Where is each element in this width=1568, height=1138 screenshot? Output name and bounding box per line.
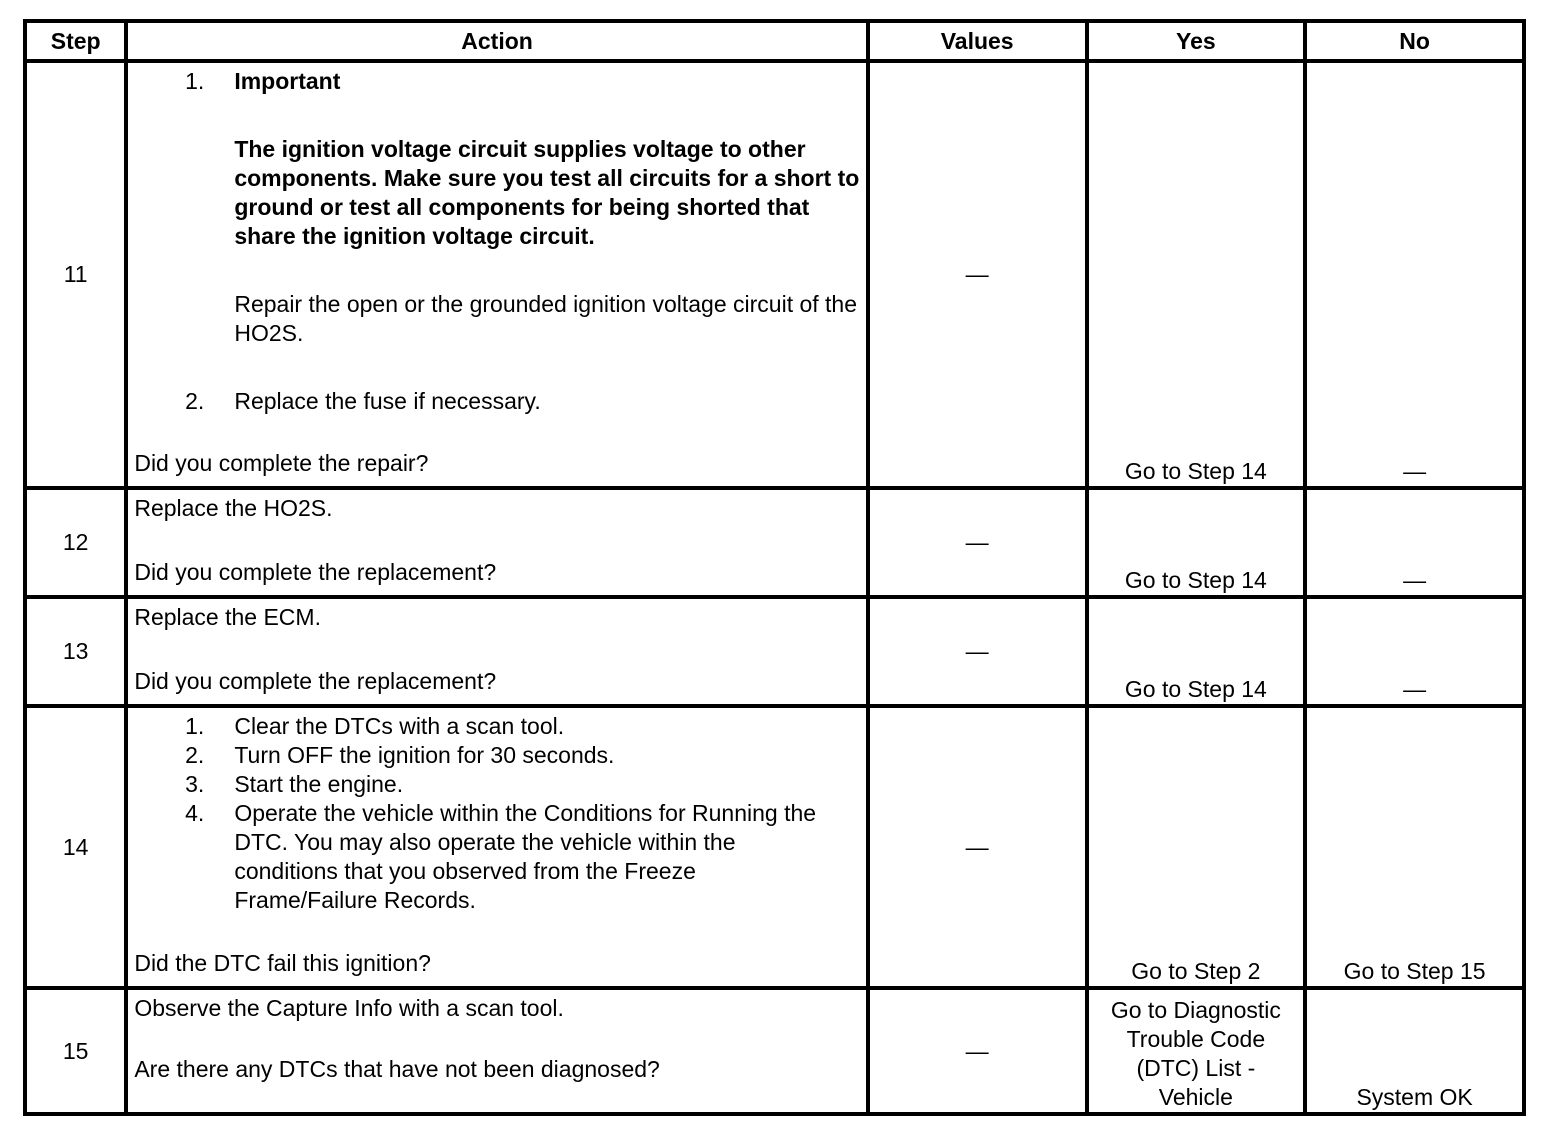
yes-link[interactable]: Go to Step 14 — [1087, 61, 1306, 488]
action-text: Replace the HO2S. — [134, 495, 333, 521]
list-item — [134, 712, 859, 741]
list-text: Operate the vehicle within the Conditions for Running the DTC. You may also operate the vehicle within the conditions that you observed from the Freeze Frame/Failure Records. — [234, 800, 817, 913]
header-no: No — [1305, 21, 1524, 61]
list-item — [134, 67, 859, 348]
values-cell: — — [868, 706, 1087, 988]
table-row — [25, 61, 1524, 488]
diagnostic-table — [23, 19, 1526, 1116]
action-cell — [126, 988, 867, 1114]
table-row — [25, 706, 1524, 988]
list-item — [134, 741, 859, 770]
list-number: 3. — [185, 771, 205, 797]
header-yes: Yes — [1087, 21, 1306, 61]
action-question: Are there any DTCs that have not been diagnosed? — [134, 1056, 660, 1082]
list-number: 1. — [185, 68, 205, 94]
list-text: Repair the open or the grounded ignition voltage circuit of the HO2S. — [234, 291, 858, 346]
header-row — [25, 21, 1524, 61]
table-row — [25, 988, 1524, 1114]
values-cell: — — [868, 597, 1087, 706]
yes-link[interactable]: Go to Step 14 — [1087, 488, 1306, 597]
action-cell — [126, 597, 867, 706]
important-note: The ignition voltage circuit supplies voltage to other components. Make sure you test all circuits for a short to ground or test all components for being shorted that share the ignition voltage circuit. — [234, 136, 860, 249]
no-value: — — [1305, 61, 1524, 488]
action-question: Did you complete the replacement? — [134, 559, 497, 585]
list-number: 2. — [185, 742, 205, 768]
no-value: System OK — [1305, 988, 1524, 1114]
yes-link[interactable]: Go to Diagnostic Trouble Code (DTC) List - Vehicle — [1087, 988, 1306, 1114]
step-number: 14 — [25, 706, 126, 988]
yes-link[interactable]: Go to Step 14 — [1087, 597, 1306, 706]
no-link[interactable]: Go to Step 15 — [1305, 706, 1524, 988]
list-number: 4. — [185, 800, 205, 826]
list-text: Replace the fuse if necessary. — [234, 388, 541, 414]
list-number: 1. — [185, 713, 205, 739]
step-number: 13 — [25, 597, 126, 706]
action-question: Did you complete the repair? — [134, 450, 429, 476]
values-cell: — — [868, 61, 1087, 488]
list-text: Start the engine. — [234, 771, 404, 797]
action-cell — [126, 488, 867, 597]
list-text: Clear the DTCs with a scan tool. — [234, 713, 565, 739]
step-number: 12 — [25, 488, 126, 597]
action-question: Did the DTC fail this ignition? — [134, 950, 431, 976]
important-label: Important — [234, 68, 341, 94]
list-text: Turn OFF the ignition for 30 seconds. — [234, 742, 615, 768]
action-text: Replace the ECM. — [134, 604, 321, 630]
header-action: Action — [126, 21, 867, 61]
list-number: 2. — [185, 388, 205, 414]
header-step: Step — [25, 21, 126, 61]
table-row — [25, 597, 1524, 706]
action-question: Did you complete the replacement? — [134, 668, 497, 694]
action-text: Observe the Capture Info with a scan tool. — [134, 995, 564, 1021]
values-cell: — — [868, 488, 1087, 597]
table-row — [25, 488, 1524, 597]
action-cell — [126, 706, 867, 988]
list-item — [134, 799, 859, 915]
yes-link[interactable]: Go to Step 2 — [1087, 706, 1306, 988]
list-item — [134, 387, 859, 416]
step-number: 15 — [25, 988, 126, 1114]
no-value: — — [1305, 488, 1524, 597]
list-item — [134, 770, 859, 799]
step-number: 11 — [25, 61, 126, 488]
no-value: — — [1305, 597, 1524, 706]
action-cell — [126, 61, 867, 488]
header-values: Values — [868, 21, 1087, 61]
values-cell: — — [868, 988, 1087, 1114]
